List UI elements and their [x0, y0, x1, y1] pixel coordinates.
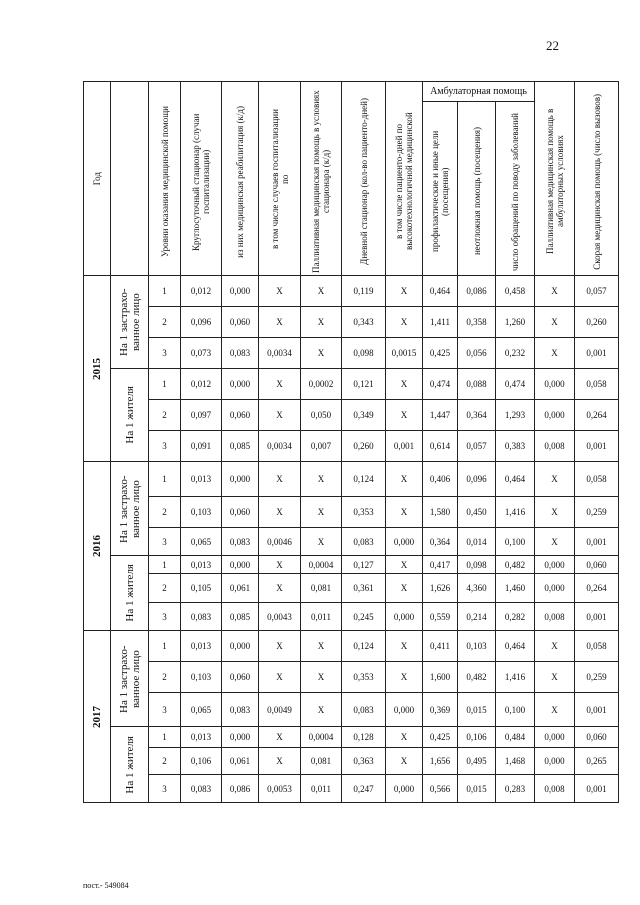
- value-cell: Х: [301, 276, 342, 307]
- level-cell: 3: [149, 338, 181, 369]
- value-cell: 0,0015: [386, 338, 423, 369]
- value-cell: 0,482: [496, 556, 535, 574]
- value-cell: Х: [535, 497, 575, 528]
- value-cell: 0,011: [301, 603, 342, 631]
- value-cell: 0,614: [423, 431, 458, 462]
- value-cell: 0,015: [458, 775, 496, 803]
- group-label: На 1 жителя: [123, 564, 136, 622]
- value-cell: Х: [386, 748, 423, 775]
- value-cell: 0,425: [423, 727, 458, 748]
- levels-header-cell: [149, 82, 181, 276]
- value-cell: 0,000: [535, 369, 575, 400]
- value-cell: 0,057: [458, 431, 496, 462]
- value-cell: 0,349: [342, 400, 386, 431]
- value-cell: 0,0034: [259, 338, 301, 369]
- value-cell: 0,061: [222, 574, 259, 603]
- value-cell: 0,065: [181, 528, 222, 556]
- header-row-top: [84, 82, 619, 102]
- year-cell: [84, 631, 111, 803]
- value-cell: 1,600: [423, 662, 458, 693]
- value-cell: 0,057: [575, 276, 619, 307]
- value-cell: 0,417: [423, 556, 458, 574]
- value-cell: 0,124: [342, 462, 386, 497]
- value-cell: 0,259: [575, 497, 619, 528]
- value-cell: 0,283: [496, 775, 535, 803]
- value-cell: 0,097: [181, 400, 222, 431]
- value-cell: Х: [259, 727, 301, 748]
- value-cell: 0,001: [575, 693, 619, 727]
- value-cell: 0,001: [386, 431, 423, 462]
- value-cell: 1,626: [423, 574, 458, 603]
- value-cell: Х: [535, 528, 575, 556]
- value-cell: 0,001: [575, 528, 619, 556]
- value-cell: 0,015: [458, 693, 496, 727]
- value-cell: Х: [259, 631, 301, 662]
- value-cell: 0,361: [342, 574, 386, 603]
- value-cell: Х: [301, 462, 342, 497]
- group-label: На 1 застрахо-ванное лицо: [117, 474, 142, 543]
- value-cell: 0,001: [575, 431, 619, 462]
- level-cell: 2: [149, 497, 181, 528]
- value-cell: 0,011: [301, 775, 342, 803]
- value-cell: Х: [535, 693, 575, 727]
- value-cell: 0,007: [301, 431, 342, 462]
- value-cell: Х: [259, 574, 301, 603]
- level-cell: 2: [149, 400, 181, 431]
- value-cell: 0,050: [301, 400, 342, 431]
- column-header-4: Паллиативная медицинская помощь в условиях стационара (к/д): [301, 82, 342, 276]
- level-cell: 2: [149, 748, 181, 775]
- value-cell: 0,000: [222, 631, 259, 662]
- value-cell: 0,495: [458, 748, 496, 775]
- value-cell: 1,411: [423, 307, 458, 338]
- value-cell: 0,065: [181, 693, 222, 727]
- value-cell: 0,085: [222, 603, 259, 631]
- level-cell: 3: [149, 603, 181, 631]
- value-cell: 0,559: [423, 603, 458, 631]
- value-cell: 0,085: [222, 431, 259, 462]
- value-cell: 0,000: [535, 556, 575, 574]
- value-cell: 0,100: [496, 528, 535, 556]
- value-cell: 0,482: [458, 662, 496, 693]
- value-cell: 0,091: [181, 431, 222, 462]
- ambulatory-header: [423, 82, 535, 102]
- value-cell: 1,656: [423, 748, 458, 775]
- value-cell: 0,013: [181, 556, 222, 574]
- value-cell: 0,083: [342, 528, 386, 556]
- table-row: [84, 400, 619, 431]
- value-cell: 0,060: [575, 556, 619, 574]
- group-label: На 1 жителя: [123, 735, 136, 794]
- group-label: На 1 застрахо-ванное лицо: [117, 644, 142, 713]
- value-cell: 0,214: [458, 603, 496, 631]
- value-cell: 0,411: [423, 631, 458, 662]
- value-cell: 0,013: [181, 462, 222, 497]
- value-cell: 0,096: [181, 307, 222, 338]
- value-cell: Х: [386, 662, 423, 693]
- value-cell: 0,013: [181, 727, 222, 748]
- value-cell: 0,363: [342, 748, 386, 775]
- value-cell: 1,460: [496, 574, 535, 603]
- group-cell: [111, 631, 149, 727]
- level-cell: 1: [149, 556, 181, 574]
- level-cell: 2: [149, 574, 181, 603]
- value-cell: 1,293: [496, 400, 535, 431]
- column-header-6: в том числе пациенто-дней по высокотехнологичной медицинской: [386, 82, 423, 276]
- table-row: [84, 556, 619, 574]
- value-cell: 0,058: [575, 631, 619, 662]
- value-cell: 0,000: [386, 693, 423, 727]
- table-row: [84, 574, 619, 603]
- value-cell: 0,000: [386, 603, 423, 631]
- value-cell: Х: [259, 369, 301, 400]
- table-row: [84, 462, 619, 497]
- value-cell: Х: [386, 400, 423, 431]
- value-cell: 0,008: [535, 603, 575, 631]
- value-cell: Х: [301, 307, 342, 338]
- value-cell: 0,0004: [301, 727, 342, 748]
- value-cell: 0,000: [222, 276, 259, 307]
- value-cell: 0,073: [181, 338, 222, 369]
- value-cell: 0,098: [342, 338, 386, 369]
- table-row: [84, 693, 619, 727]
- level-cell: 1: [149, 276, 181, 307]
- level-cell: 2: [149, 307, 181, 338]
- value-cell: 0,014: [458, 528, 496, 556]
- value-cell: 0,081: [301, 748, 342, 775]
- value-cell: 0,103: [181, 662, 222, 693]
- value-cell: 0,0034: [259, 431, 301, 462]
- column-header-2: из них медицинская реабилитация (к/д): [222, 82, 259, 276]
- value-cell: 1,416: [496, 662, 535, 693]
- value-cell: 0,124: [342, 631, 386, 662]
- value-cell: 0,464: [496, 462, 535, 497]
- column-header-3: в том числе случаев госпитализации по: [259, 82, 301, 276]
- table-row: [84, 307, 619, 338]
- value-cell: 0,464: [423, 276, 458, 307]
- level-cell: 1: [149, 631, 181, 662]
- value-cell: Х: [386, 276, 423, 307]
- value-cell: Х: [259, 662, 301, 693]
- value-cell: 0,464: [496, 631, 535, 662]
- value-cell: Х: [259, 497, 301, 528]
- value-cell: 0,083: [181, 603, 222, 631]
- level-cell: 1: [149, 727, 181, 748]
- value-cell: Х: [535, 462, 575, 497]
- value-cell: 0,260: [575, 307, 619, 338]
- value-cell: 0,119: [342, 276, 386, 307]
- table-row: [84, 369, 619, 400]
- value-cell: Х: [386, 307, 423, 338]
- value-cell: 0,282: [496, 603, 535, 631]
- year-cell: [84, 276, 111, 462]
- value-cell: 4,360: [458, 574, 496, 603]
- value-cell: 0,106: [458, 727, 496, 748]
- value-cell: 0,000: [535, 727, 575, 748]
- year-header-cell: [84, 82, 111, 276]
- value-cell: 0,0053: [259, 775, 301, 803]
- value-cell: 0,484: [496, 727, 535, 748]
- year-label: 2016: [91, 535, 103, 557]
- value-cell: 0,566: [423, 775, 458, 803]
- value-cell: 0,056: [458, 338, 496, 369]
- value-cell: 0,474: [423, 369, 458, 400]
- levels-header: Уровни оказания медицинской помощи: [159, 106, 170, 257]
- group-cell: [111, 276, 149, 369]
- value-cell: 0,083: [181, 775, 222, 803]
- value-cell: 0,060: [222, 307, 259, 338]
- value-cell: 0,425: [423, 338, 458, 369]
- value-cell: 0,0046: [259, 528, 301, 556]
- level-cell: 3: [149, 693, 181, 727]
- table-row: [84, 748, 619, 775]
- value-cell: 0,058: [575, 369, 619, 400]
- value-cell: 0,000: [535, 574, 575, 603]
- group-cell: [111, 727, 149, 803]
- level-cell: 1: [149, 462, 181, 497]
- value-cell: 0,103: [458, 631, 496, 662]
- value-cell: 0,086: [458, 276, 496, 307]
- value-cell: 0,343: [342, 307, 386, 338]
- value-cell: 0,000: [222, 462, 259, 497]
- value-cell: Х: [259, 276, 301, 307]
- value-cell: Х: [386, 727, 423, 748]
- value-cell: 0,0004: [301, 556, 342, 574]
- level-cell: 2: [149, 662, 181, 693]
- level-cell: 3: [149, 431, 181, 462]
- group-header-cell: [111, 82, 149, 276]
- value-cell: Х: [535, 307, 575, 338]
- value-cell: 0,083: [222, 338, 259, 369]
- value-cell: 0,121: [342, 369, 386, 400]
- column-header-9: число обращений по поводу заболеваний: [496, 102, 535, 276]
- value-cell: 0,259: [575, 662, 619, 693]
- value-cell: 0,000: [535, 400, 575, 431]
- value-cell: 0,000: [535, 748, 575, 775]
- value-cell: 0,106: [181, 748, 222, 775]
- value-cell: 1,447: [423, 400, 458, 431]
- table-row: [84, 431, 619, 462]
- value-cell: 0,458: [496, 276, 535, 307]
- table-row: [84, 727, 619, 748]
- value-cell: 0,247: [342, 775, 386, 803]
- value-cell: Х: [535, 276, 575, 307]
- table-row: [84, 276, 619, 307]
- level-cell: 3: [149, 775, 181, 803]
- group-cell: [111, 556, 149, 631]
- value-cell: Х: [259, 556, 301, 574]
- level-cell: 3: [149, 528, 181, 556]
- table-row: [84, 528, 619, 556]
- value-cell: Х: [535, 338, 575, 369]
- table-row: [84, 338, 619, 369]
- value-cell: Х: [259, 748, 301, 775]
- value-cell: 0,364: [458, 400, 496, 431]
- value-cell: Х: [259, 462, 301, 497]
- value-cell: 0,264: [575, 574, 619, 603]
- value-cell: Х: [386, 369, 423, 400]
- value-cell: 0,000: [386, 775, 423, 803]
- level-cell: 1: [149, 369, 181, 400]
- table-row: [84, 662, 619, 693]
- value-cell: 0,060: [575, 727, 619, 748]
- table-row: [84, 631, 619, 662]
- table-row: [84, 775, 619, 803]
- value-cell: 0,096: [458, 462, 496, 497]
- value-cell: 1,416: [496, 497, 535, 528]
- year-cell: [84, 462, 111, 631]
- group-label: На 1 жителя: [123, 386, 136, 444]
- value-cell: Х: [386, 631, 423, 662]
- value-cell: 0,081: [301, 574, 342, 603]
- value-cell: Х: [259, 307, 301, 338]
- value-cell: 0,098: [458, 556, 496, 574]
- group-cell: [111, 369, 149, 462]
- year-label: 2015: [91, 357, 103, 380]
- table-row: [84, 603, 619, 631]
- statistics-table: [83, 81, 619, 803]
- value-cell: 0,000: [222, 369, 259, 400]
- year-header: Год: [92, 171, 102, 186]
- value-cell: 0,369: [423, 693, 458, 727]
- value-cell: 0,088: [458, 369, 496, 400]
- value-cell: Х: [386, 574, 423, 603]
- value-cell: 0,103: [181, 497, 222, 528]
- value-cell: 0,245: [342, 603, 386, 631]
- value-cell: 0,100: [496, 693, 535, 727]
- value-cell: 0,012: [181, 276, 222, 307]
- ambulatory-title: Амбулаторная помощь: [430, 86, 527, 97]
- value-cell: 0,013: [181, 631, 222, 662]
- value-cell: Х: [535, 631, 575, 662]
- column-header-7: профилактические и иные цели (посещения): [423, 102, 458, 276]
- value-cell: Х: [301, 497, 342, 528]
- value-cell: 0,000: [386, 528, 423, 556]
- value-cell: 0,058: [575, 462, 619, 497]
- value-cell: 1,580: [423, 497, 458, 528]
- column-header-5: Дневной стационар (кол-во пациенто-дней): [342, 82, 386, 276]
- value-cell: 0,083: [222, 528, 259, 556]
- value-cell: 0,383: [496, 431, 535, 462]
- value-cell: 0,353: [342, 662, 386, 693]
- value-cell: 0,008: [535, 431, 575, 462]
- value-cell: Х: [259, 400, 301, 431]
- value-cell: 0,060: [222, 497, 259, 528]
- table-row: [84, 497, 619, 528]
- value-cell: Х: [301, 338, 342, 369]
- value-cell: 0,001: [575, 338, 619, 369]
- value-cell: Х: [386, 497, 423, 528]
- value-cell: 0,264: [575, 400, 619, 431]
- column-header-1: Круглосуточный стационар (случаи госпитализации): [181, 82, 222, 276]
- value-cell: 0,001: [575, 603, 619, 631]
- value-cell: 0,406: [423, 462, 458, 497]
- column-header-10: Паллиативная медицинская помощь в амбулаторных условиях: [535, 82, 575, 276]
- value-cell: 0,012: [181, 369, 222, 400]
- group-cell: [111, 462, 149, 556]
- value-cell: 0,450: [458, 497, 496, 528]
- value-cell: Х: [301, 662, 342, 693]
- value-cell: 0,364: [423, 528, 458, 556]
- value-cell: 0,083: [342, 693, 386, 727]
- value-cell: 0,232: [496, 338, 535, 369]
- value-cell: Х: [301, 693, 342, 727]
- footer-code: пост.- 549084: [83, 881, 129, 890]
- value-cell: Х: [386, 556, 423, 574]
- group-label: На 1 застрахо-ванное лицо: [117, 288, 142, 356]
- value-cell: 0,083: [222, 693, 259, 727]
- value-cell: 0,001: [575, 775, 619, 803]
- value-cell: Х: [301, 631, 342, 662]
- value-cell: Х: [386, 462, 423, 497]
- value-cell: 0,000: [222, 727, 259, 748]
- column-header-11: Скорая медицинская помощь (число вызовов): [575, 82, 619, 276]
- page-number: 22: [546, 38, 559, 53]
- value-cell: 0,105: [181, 574, 222, 603]
- value-cell: 0,353: [342, 497, 386, 528]
- value-cell: 0,060: [222, 400, 259, 431]
- value-cell: 0,060: [222, 662, 259, 693]
- value-cell: 1,260: [496, 307, 535, 338]
- value-cell: 0,260: [342, 431, 386, 462]
- value-cell: 0,128: [342, 727, 386, 748]
- value-cell: 0,265: [575, 748, 619, 775]
- column-header-8: неотложная помощь (посещения): [458, 102, 496, 276]
- value-cell: 0,127: [342, 556, 386, 574]
- value-cell: 0,358: [458, 307, 496, 338]
- value-cell: 0,061: [222, 748, 259, 775]
- value-cell: 0,0002: [301, 369, 342, 400]
- value-cell: 1,468: [496, 748, 535, 775]
- value-cell: 0,000: [222, 556, 259, 574]
- value-cell: 0,008: [535, 775, 575, 803]
- value-cell: 0,086: [222, 775, 259, 803]
- value-cell: 0,0043: [259, 603, 301, 631]
- value-cell: Х: [301, 528, 342, 556]
- value-cell: 0,0049: [259, 693, 301, 727]
- value-cell: Х: [535, 662, 575, 693]
- value-cell: 0,474: [496, 369, 535, 400]
- year-label: 2017: [91, 705, 103, 728]
